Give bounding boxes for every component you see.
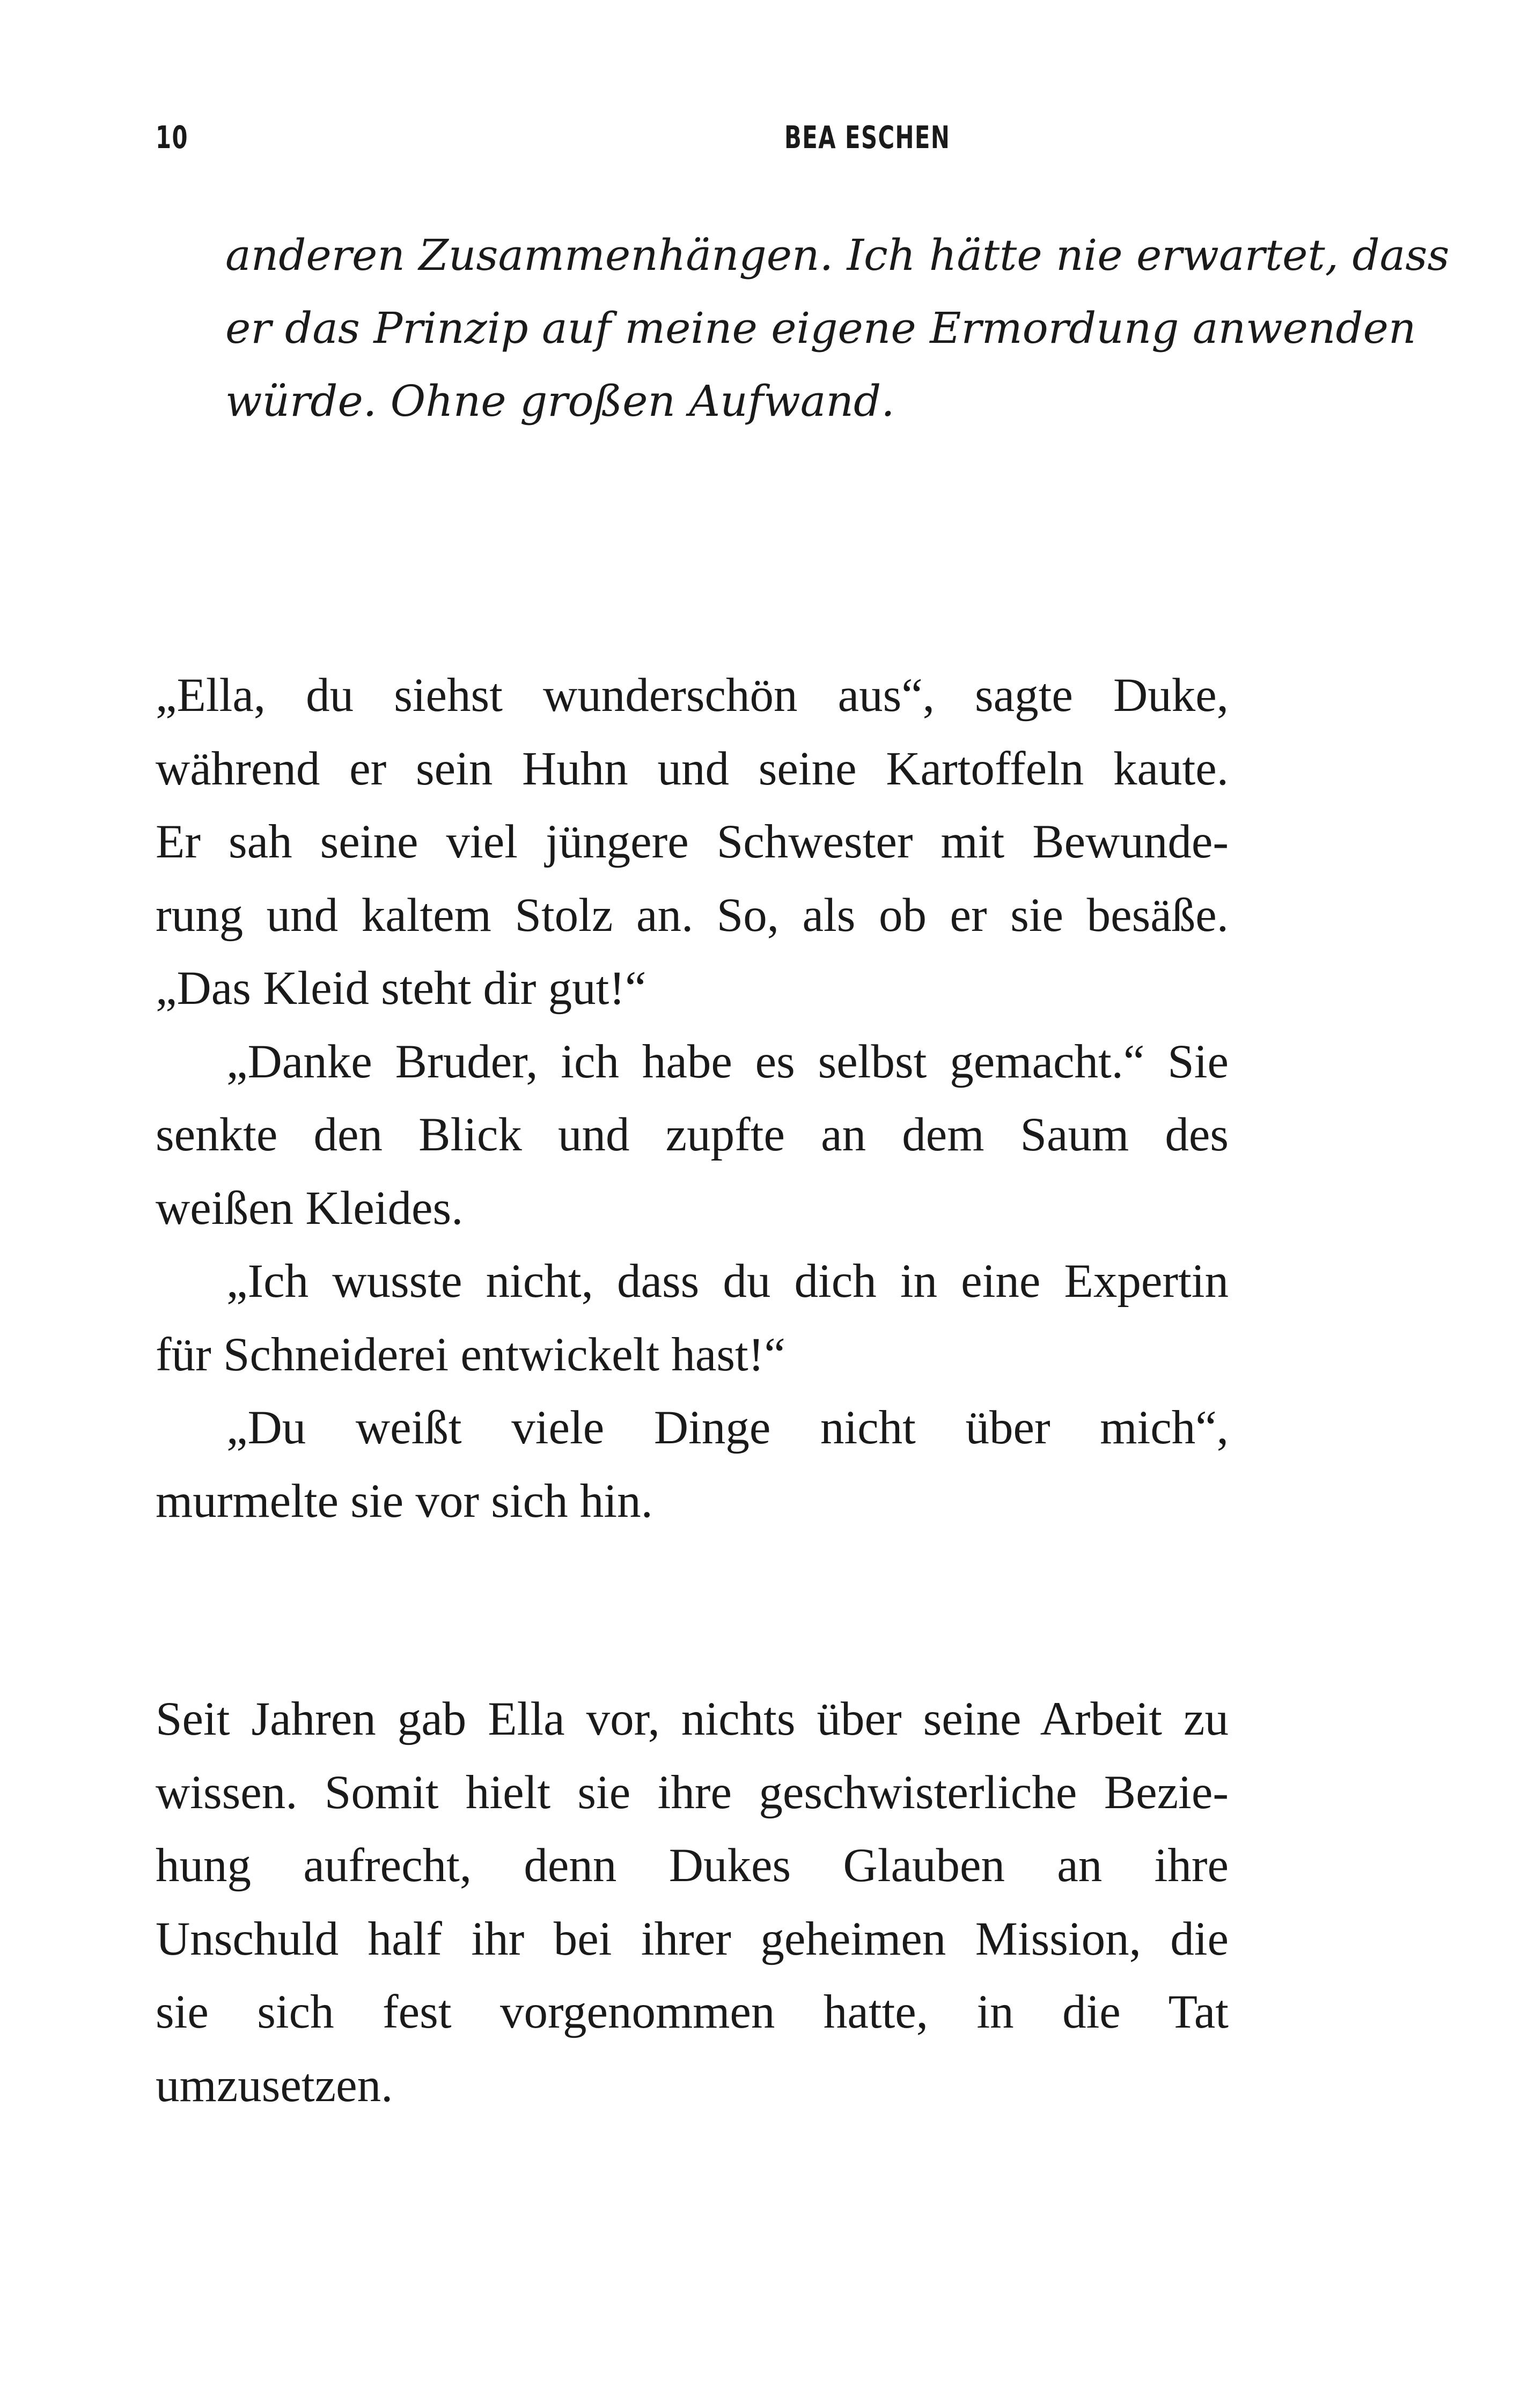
body-line: wissen. Somit hielt sie ihre geschwisterliche Bezie- xyxy=(156,1766,1229,1819)
page-number: 10 xyxy=(156,119,188,156)
body-line: „Du weißt viele Dinge nicht über mich“, xyxy=(226,1401,1229,1454)
body-line: während er sein Huhn und seine Kartoffeln kaute. xyxy=(156,742,1229,795)
body-line: „Danke Bruder, ich habe es selbst gemacht.“ Sie xyxy=(226,1035,1229,1088)
running-head-author: BEA ESCHEN xyxy=(784,119,951,156)
body-line: Unschuld half ihr bei ihrer geheimen Mission, die xyxy=(156,1912,1229,1965)
body-line: für Schneiderei entwickelt hast!“ xyxy=(156,1328,785,1381)
body-line: sie sich fest vorgenommen hatte, in die Tat xyxy=(156,1986,1229,2038)
body-line: murmelte sie vor sich hin. xyxy=(156,1474,653,1528)
body-line: senkte den Blick und zupfte an dem Saum des xyxy=(156,1108,1229,1161)
body-line: „Das Kleid steht dir gut!“ xyxy=(156,962,646,1015)
body-section-dialogue xyxy=(156,659,1229,1538)
body-line: rung und kaltem Stolz an. So, als ob er sie besäße. xyxy=(156,889,1229,942)
epigraph-line: er das Prinzip auf meine eigene Ermordung anwenden xyxy=(225,303,1416,353)
body-line: hung aufrecht, denn Dukes Glauben an ihre xyxy=(156,1839,1229,1892)
page-header xyxy=(156,119,1239,167)
body-line: Seit Jahren gab Ella vor, nichts über seine Arbeit zu xyxy=(156,1693,1229,1745)
body-line: „Ich wusste nicht, dass du dich in eine Expertin xyxy=(226,1255,1229,1308)
italic-epigraph xyxy=(225,219,1450,438)
body-line: Er sah seine viel jüngere Schwester mit Bewunde- xyxy=(156,816,1229,868)
body-line: umzusetzen. xyxy=(156,2059,393,2112)
epigraph-line: anderen Zusammenhängen. Ich hätte nie erwartet, dass xyxy=(225,230,1450,280)
epigraph-line: würde. Ohne großen Aufwand. xyxy=(225,376,895,426)
body-section-narration xyxy=(156,1683,1229,2122)
body-line: „Ella, du siehst wunderschön aus“, sagte Duke, xyxy=(156,669,1229,722)
body-line: weißen Kleides. xyxy=(156,1181,464,1235)
